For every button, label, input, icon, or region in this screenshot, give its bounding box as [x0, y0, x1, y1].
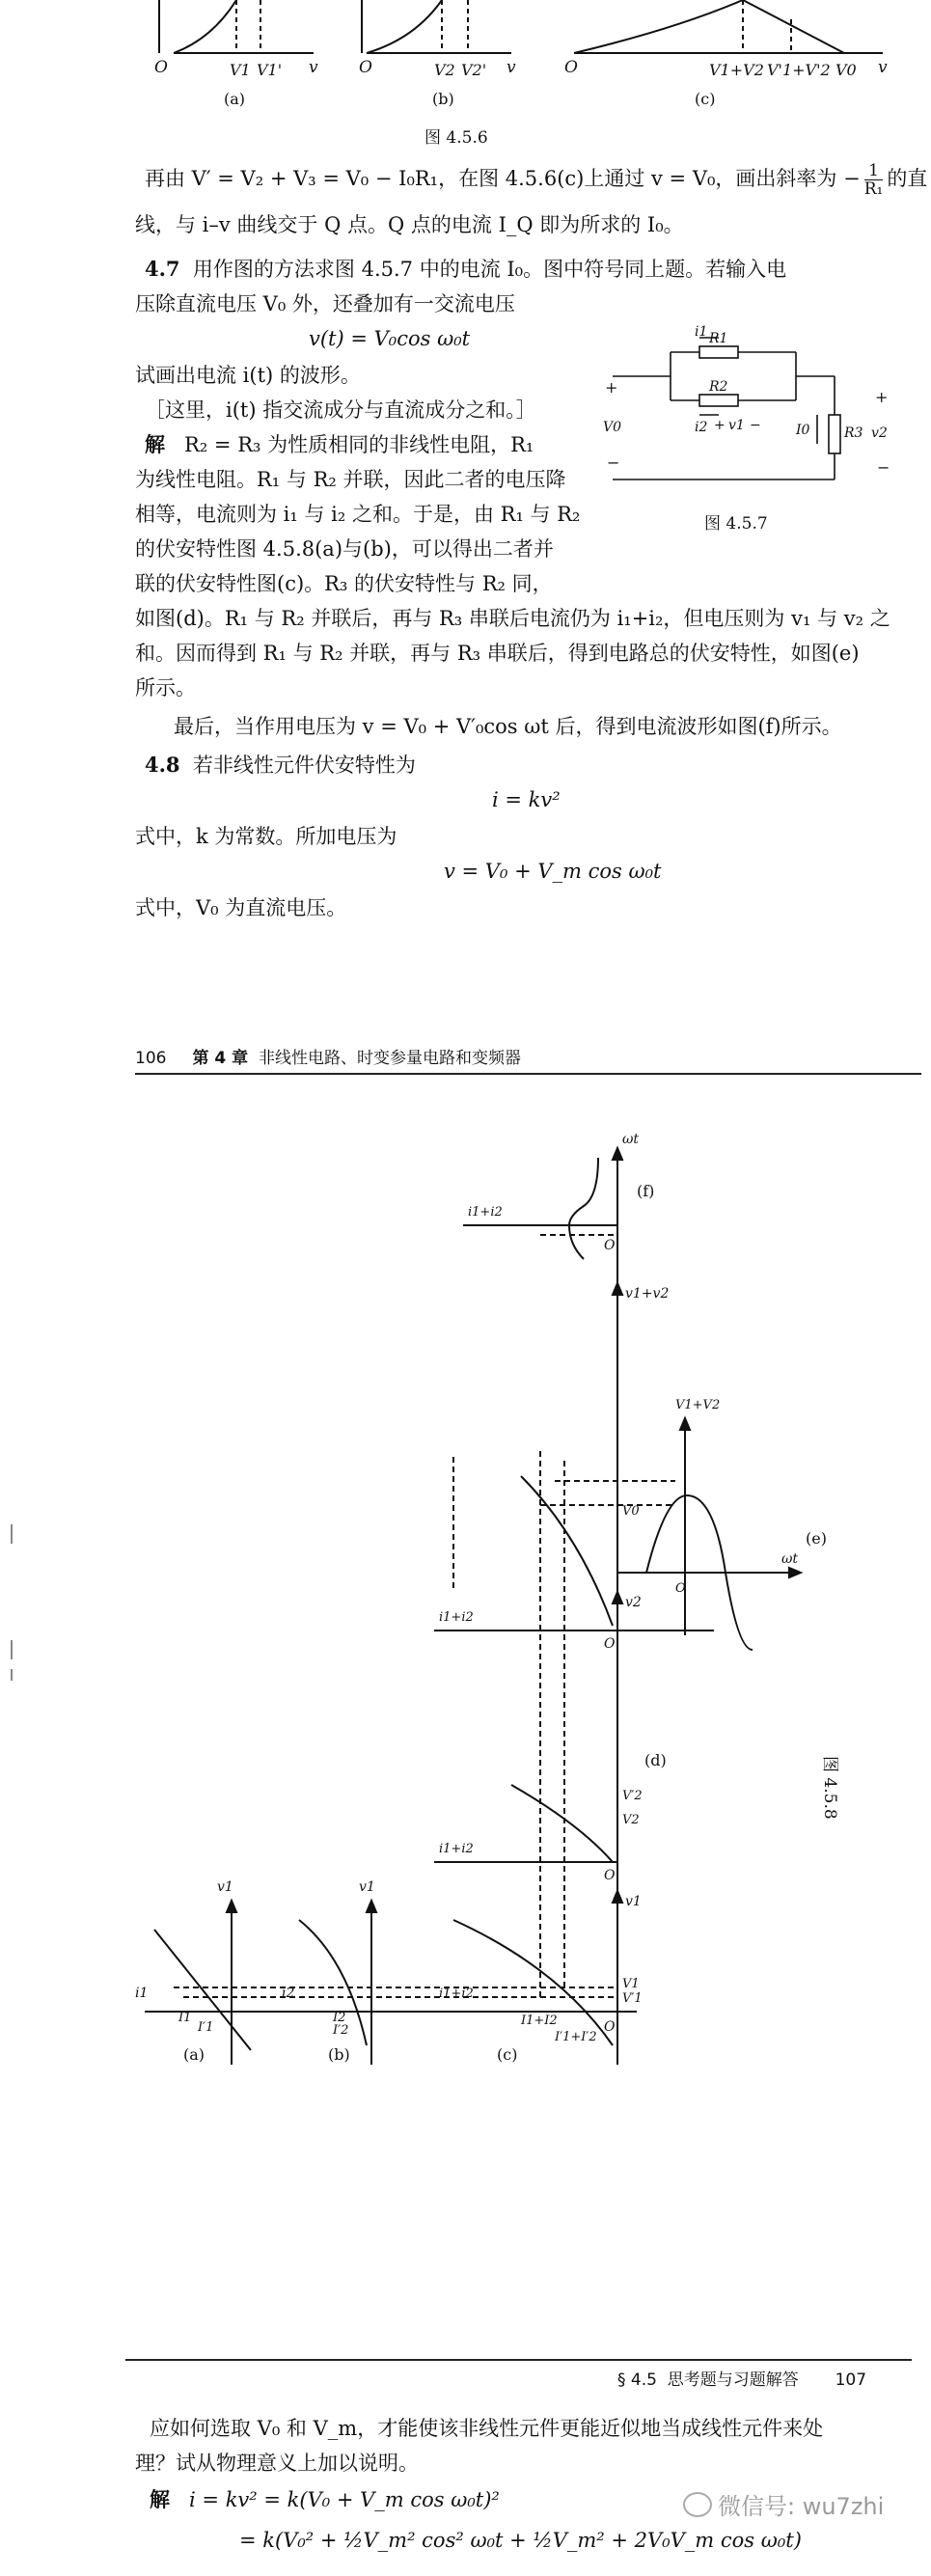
q47-line3: 试画出电流 i(t) 的波形。	[135, 364, 361, 387]
fig6c-label: (c)	[695, 90, 716, 108]
fig8-label-e: (e)	[806, 1529, 827, 1548]
fig8-V1: V1	[622, 1977, 640, 1991]
fig8-V1p: V′1	[622, 1991, 643, 2006]
sol47-line9: 最后，当作用电压为 v = V₀ + V′₀cos ωt 后，得到电流波形如图(f)所示。	[174, 715, 842, 738]
circuit-v1-minus: −	[750, 418, 761, 433]
fig6a-tick-1: V1	[230, 61, 251, 79]
fig8-O-e2: O	[675, 1581, 686, 1596]
sol47-line5: 联的伏安特性图(c)。R₃ 的伏安特性与 R₂ 同，	[135, 572, 553, 595]
q48-number: 4.8	[145, 753, 180, 777]
fig8-v1-b: v1	[359, 1879, 375, 1895]
fig8-i1i2-f: i1+i2	[468, 1205, 503, 1219]
fig6b-label: (b)	[432, 90, 454, 108]
fig8-label-a: (a)	[183, 2045, 205, 2064]
sol47-line4: 的伏安特性图 4.5.8(a)与(b)，可以得出二者并	[135, 537, 554, 561]
fig8-v1-a: v1	[217, 1879, 233, 1895]
circuit-R2: R2	[709, 379, 728, 395]
circuit-V0: V0	[603, 420, 622, 435]
header-107-rule	[125, 2359, 912, 2361]
fig6b-axis: v	[507, 58, 516, 77]
sol47-line3: 相等，电流则为 i₁ 与 i₂ 之和。于是，由 R₁ 与 R₂	[135, 503, 581, 526]
figure-4-5-6	[0, 0, 931, 135]
sol47-lead: 解	[145, 432, 165, 456]
circuit-in-minus: −	[607, 453, 620, 472]
fig6c-origin: O	[564, 58, 578, 77]
fig8-I1I2p: I′1+I′2	[555, 2030, 597, 2044]
para1-text-b: 的直	[887, 167, 928, 190]
fig8-I2: I2	[333, 2011, 346, 2025]
circuit-I0: I0	[796, 423, 810, 438]
circuit-R3: R3	[844, 425, 863, 441]
fig8-wt-e: ωt	[781, 1551, 799, 1567]
fig6c-tick-2: V'1+V'2	[767, 61, 831, 79]
fig8-I2p: I′2	[333, 2023, 349, 2038]
circuit-i2: i2	[695, 420, 708, 435]
header-106-page: 106	[135, 1049, 167, 1068]
watermark-text: 微信号: wu7zhi	[718, 2493, 885, 2520]
q47-line4: ［这里，i(t) 指交流成分与直流成分之和。］	[145, 398, 536, 422]
fig8-label-f: (f)	[637, 1182, 655, 1200]
q48b-eq1-line	[150, 2483, 500, 2516]
sol47-line2: 为线性电阻。R₁ 与 R₂ 并联，因此二者的电压降	[135, 468, 566, 491]
q48-line3: 式中，V₀ 为直流电压。	[135, 896, 347, 919]
fig8-i1i2-e: i1+i2	[439, 1610, 474, 1625]
fig8-v1-c: v1	[625, 1894, 642, 1909]
q48-formula2: v = V₀ + V_m cos ω₀t	[444, 860, 662, 883]
header-106-chapter: 第 4 章	[192, 1049, 249, 1068]
circuit-v1: v1	[728, 418, 745, 433]
frac-den: R₁	[863, 179, 884, 199]
q48b-line1: 应如何选取 V₀ 和 V_m，才能使该非线性元件更能近似地当成线性元件来处	[150, 2417, 824, 2440]
q47-line2: 压除直流电压 V₀ 外，还叠加有一交流电压	[135, 292, 515, 315]
fig6c-axis: v	[878, 58, 888, 77]
q47-formula: v(t) = V₀cos ω₀t	[309, 327, 471, 350]
header-107	[617, 2366, 866, 2390]
fig8-V2: V2	[622, 1813, 640, 1827]
fig8-i1i2-d: i1+i2	[439, 1842, 474, 1856]
fig8-V2p: V′2	[622, 1789, 643, 1803]
fig8-V1V2: V1+V2	[675, 1398, 721, 1412]
sol47-line1	[145, 428, 534, 461]
fig8-i1: i1	[135, 1986, 149, 2001]
fig8-label-c: (c)	[497, 2045, 518, 2064]
header-107-title: 思考题与习题解答	[667, 2370, 799, 2390]
fig8-label-b: (b)	[328, 2045, 350, 2064]
wechat-icon	[683, 2492, 712, 2517]
fig6a-tick-2: V1'	[257, 61, 283, 79]
fig8-O-c: O	[604, 2019, 616, 2035]
circuit-v1-plus: +	[714, 418, 726, 433]
fig8-wt-f: ωt	[622, 1132, 640, 1147]
fig-4-5-6-caption: 图 4.5.6	[424, 128, 488, 148]
circuit-i1: i1	[695, 324, 708, 340]
fig8-I1p: I′1	[198, 2020, 214, 2035]
para1-text-a: 再由 V′ = V₂ + V₃ = V₀ − I₀R₁，在图 4.5.6(c)上通过 v = V₀，画出斜率为 −	[145, 167, 861, 190]
sol47-line7: 和。因而得到 R₁ 与 R₂ 并联，再与 R₃ 串联后，得到电路总的伏安特性，如图(e)	[135, 642, 860, 665]
fig8-O-f: O	[604, 1238, 616, 1253]
circuit-v2-minus: −	[877, 458, 890, 477]
fig8-i2: i2	[282, 1986, 295, 2001]
fig6a-origin: O	[154, 58, 168, 77]
fig8-O-e: O	[604, 1636, 616, 1652]
circuit-R1: R1	[709, 331, 728, 346]
fig8-I1I2: I1+I2	[521, 2014, 558, 2028]
q48b-eq2: = k(V₀² + ½V_m² cos² ω₀t + ½V_m² + 2V₀V_m cos ω₀t)	[239, 2529, 802, 2552]
q48-text1: 若非线性元件伏安特性为	[192, 754, 416, 777]
q47-text1: 用作图的方法求图 4.5.7 中的电流 I₀。图中符号同上题。若输入电	[192, 258, 787, 281]
circuit-v2: v2	[871, 425, 888, 441]
q48-line2: 式中，k 为常数。所加电压为	[135, 825, 397, 848]
figure-4-5-8	[0, 1090, 931, 2335]
q48b-line2: 理？试从物理意义上加以说明。	[135, 2452, 419, 2475]
fig6c-tick-1: V1+V2	[709, 61, 764, 79]
para1-line2: 线，与 i–v 曲线交于 Q 点。Q 点的电流 I_Q 即为所求的 I₀。	[135, 213, 684, 236]
q48-formula1: i = kv²	[492, 788, 561, 811]
fig8-v2: v2	[625, 1595, 642, 1610]
sol47-line8: 所示。	[135, 676, 196, 699]
q48b-lead: 解	[150, 2487, 170, 2511]
circuit-in-plus: +	[605, 378, 618, 397]
fig8-v1v2: v1+v2	[625, 1286, 670, 1302]
circuit-v2-plus: +	[875, 388, 889, 406]
fig8-V0: V0	[622, 1504, 640, 1519]
fig6b-tick-1: V2	[434, 61, 455, 79]
q48-line1	[145, 749, 416, 781]
fig-4-5-7-caption: 图 4.5.7	[704, 514, 768, 534]
fig6a-label: (a)	[224, 90, 246, 108]
fig6c-tick-3: V0	[835, 61, 857, 79]
header-107-section: § 4.5	[617, 2370, 657, 2390]
fig8-O-d: O	[604, 1868, 616, 1883]
watermark	[683, 2487, 884, 2521]
fig6b-tick-2: V2'	[461, 61, 487, 79]
fig8-i1i2-c: i1+i2	[439, 1987, 474, 2001]
header-107-page: 107	[835, 2370, 867, 2390]
q47-line1	[145, 253, 786, 286]
slope-fraction	[864, 162, 884, 198]
header-106-rule	[135, 1073, 921, 1075]
sol47-line6: 如图(d)。R₁ 与 R₂ 并联后，再与 R₃ 串联后电流仍为 i₁+i₂，但电压则为 v₁ 与 v₂ 之	[135, 607, 890, 630]
fig8-I1: I1	[178, 2011, 192, 2025]
fig6a-axis: v	[309, 58, 318, 77]
figure-4-5-7-circuit	[603, 323, 902, 502]
fig6b-origin: O	[359, 58, 372, 77]
para1-line1	[145, 162, 927, 198]
header-106	[135, 1044, 521, 1068]
header-106-title: 非线性电路、时变参量电路和变频器	[258, 1049, 521, 1068]
fig8-caption: 图 4.5.8	[820, 1756, 839, 1820]
sol47-text1: R₂ = R₃ 为性质相同的非线性电阻，R₁	[184, 433, 534, 456]
fig8-label-d: (d)	[644, 1751, 667, 1769]
q48b-eq1: i = kv² = k(V₀ + V_m cos ω₀t)²	[189, 2488, 500, 2511]
frac-num: 1	[864, 162, 884, 180]
q47-number: 4.7	[145, 257, 180, 281]
